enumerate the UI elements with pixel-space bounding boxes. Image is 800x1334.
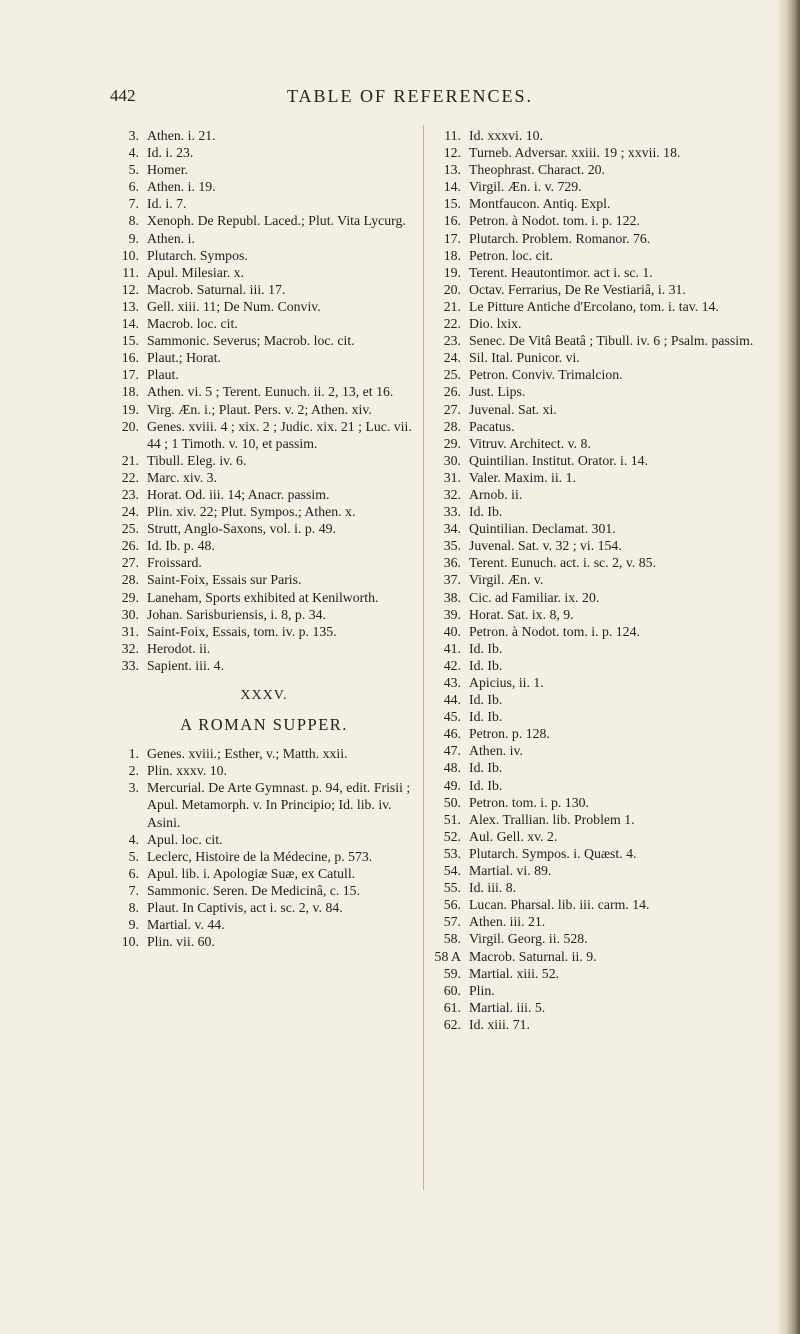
- reference-text: Le Pitture Antiche d'Ercolano, tom. i. tav. 14.: [469, 298, 719, 314]
- reference-number: 33.: [443, 504, 461, 520]
- reference-number: 37.: [443, 572, 461, 588]
- reference-text: Martial. iii. 5.: [469, 999, 546, 1015]
- reference-number: 16.: [443, 213, 461, 229]
- reference-number: 17.: [121, 367, 139, 383]
- reference-number: 22.: [121, 469, 139, 485]
- reference-number: 53.: [443, 845, 461, 861]
- reference-text: Apul. Milesiar. x.: [147, 264, 244, 280]
- reference-text: Saint-Foix, Essais, tom. iv. p. 135.: [147, 623, 337, 639]
- reference-number: 29.: [443, 435, 461, 451]
- reference-entry: [114, 503, 414, 520]
- reference-text: Juvenal. Sat. v. 32 ; vi. 154.: [469, 538, 622, 554]
- reference-entry: [431, 759, 766, 776]
- reference-number: 42.: [443, 657, 461, 673]
- reference-number: 52.: [443, 828, 461, 844]
- reference-text: Plaut.: [147, 367, 179, 383]
- reference-text: Sammonic. Seren. De Medicinâ, c. 15.: [147, 882, 361, 898]
- reference-text: Petron. à Nodot. tom. i. p. 124.: [469, 623, 640, 639]
- reference-entry: [431, 281, 766, 298]
- reference-text: Petron. tom. i. p. 130.: [469, 794, 589, 810]
- reference-text: Id. iii. 8.: [469, 880, 517, 896]
- reference-entry: [114, 349, 414, 366]
- reference-text: Terent. Eunuch. act. i. sc. 2, v. 85.: [469, 555, 657, 571]
- reference-entry: [114, 606, 414, 623]
- reference-text: Saint-Foix, Essais sur Paris.: [147, 572, 302, 588]
- reference-entry: [431, 999, 766, 1016]
- reference-text: Martial. vi. 89.: [469, 863, 552, 879]
- reference-entry: [431, 1016, 766, 1033]
- reference-number: 46.: [443, 726, 461, 742]
- reference-entry: [114, 623, 414, 640]
- reference-text: Sammonic. Severus; Macrob. loc. cit.: [147, 333, 355, 349]
- reference-number: 19.: [443, 264, 461, 280]
- reference-text: Plutarch. Problem. Romanor. 76.: [469, 230, 651, 246]
- reference-text: Plin. xxxv. 10.: [147, 763, 227, 779]
- reference-text: Id. Ib.: [469, 640, 503, 656]
- reference-number: 18.: [121, 384, 139, 400]
- reference-text: Athen. i. 19.: [147, 179, 216, 195]
- reference-number: 21.: [121, 452, 139, 468]
- reference-text: Athen. iv.: [469, 743, 523, 759]
- reference-number: 58 A: [434, 948, 461, 964]
- reference-text: Octav. Ferrarius, De Re Vestiariâ, i. 31.: [469, 281, 686, 297]
- reference-entry: [431, 913, 766, 930]
- reference-entry: [431, 794, 766, 811]
- reference-number: 3.: [128, 128, 139, 143]
- reference-number: 47.: [443, 743, 461, 759]
- reference-number: 9.: [128, 917, 139, 933]
- reference-text: Id. Ib.: [469, 504, 503, 520]
- reference-text: Strutt, Anglo-Saxons, vol. i. p. 49.: [147, 521, 336, 537]
- reference-number: 22.: [443, 316, 461, 332]
- reference-entry: [114, 178, 414, 195]
- reference-text: Id. Ib.: [469, 709, 503, 725]
- reference-number: 29.: [121, 589, 139, 605]
- section-title: A ROMAN SUPPER.: [180, 715, 348, 735]
- reference-text: Aul. Gell. xv. 2.: [469, 828, 558, 844]
- reference-entry: [431, 298, 766, 315]
- reference-text: Plin. xiv. 22; Plut. Sympos.; Athen. x.: [147, 504, 356, 520]
- reference-text: Horat. Od. iii. 14; Anacr. passim.: [147, 486, 330, 502]
- reference-text: Terent. Heautontimor. act i. sc. 1.: [469, 264, 653, 280]
- reference-text: Lucan. Pharsal. lib. iii. carm. 14.: [469, 897, 650, 913]
- reference-entry: [431, 315, 766, 332]
- reference-entry: [114, 195, 414, 212]
- reference-number: 5.: [128, 162, 139, 178]
- reference-text: Genes. xviii. 4 ; xix. 2 ; Judic. xix. 21 ; Luc. vii. 44 ; 1 Timoth. v. 10, et passim.: [147, 418, 412, 451]
- reference-entry: [431, 127, 766, 144]
- reference-number: 61.: [443, 999, 461, 1015]
- reference-entry: [114, 264, 414, 281]
- reference-entry: [114, 831, 414, 848]
- reference-entry: [431, 811, 766, 828]
- reference-entry: [431, 178, 766, 195]
- reference-text: Id. Ib.: [469, 657, 503, 673]
- reference-entry: [431, 144, 766, 161]
- reference-number: 51.: [443, 811, 461, 827]
- reference-entry: [114, 298, 414, 315]
- reference-text: Vitruv. Architect. v. 8.: [469, 435, 591, 451]
- reference-list-right: [431, 127, 766, 1033]
- reference-number: 31.: [443, 469, 461, 485]
- reference-entry: [431, 264, 766, 281]
- reference-entry: [114, 520, 414, 537]
- reference-entry: [431, 982, 766, 999]
- reference-entry: [431, 845, 766, 862]
- reference-entry: [431, 896, 766, 913]
- reference-text: Xenoph. De Republ. Laced.; Plut. Vita Lycurg.: [147, 213, 406, 229]
- reference-number: 13.: [443, 162, 461, 178]
- reference-text: Cic. ad Familiar. ix. 20.: [469, 589, 600, 605]
- reference-text: Id. Ib. p. 48.: [147, 538, 215, 554]
- reference-entry: [431, 606, 766, 623]
- reference-number: 30.: [443, 452, 461, 468]
- page-header: [110, 86, 710, 110]
- reference-number: 6.: [128, 865, 139, 881]
- reference-text: Johan. Sarisburiensis, i. 8, p. 34.: [147, 606, 326, 622]
- reference-text: Athen. i.: [147, 230, 195, 246]
- reference-number: 14.: [121, 316, 139, 332]
- reference-text: Senec. De Vitâ Beatâ ; Tibull. iv. 6 ; Psalm. passim.: [469, 333, 754, 349]
- reference-text: Quintilian. Institut. Orator. i. 14.: [469, 452, 648, 468]
- reference-number: 55.: [443, 880, 461, 896]
- reference-text: Alex. Trallian. lib. Problem 1.: [469, 811, 635, 827]
- reference-text: Virgil. Æn. v.: [469, 572, 544, 588]
- reference-text: Marc. xiv. 3.: [147, 469, 217, 485]
- reference-number: 20.: [121, 418, 139, 434]
- reference-entry: [431, 195, 766, 212]
- reference-text: Sil. Ital. Punicor. vi.: [469, 350, 580, 366]
- reference-text: Froissard.: [147, 555, 202, 571]
- reference-text: Petron. Conviv. Trimalcion.: [469, 367, 623, 383]
- reference-entry: [431, 161, 766, 178]
- reference-number: 14.: [443, 179, 461, 195]
- reference-number: 3.: [128, 780, 139, 796]
- reference-number: 27.: [443, 401, 461, 417]
- reference-text: Plaut.; Horat.: [147, 350, 221, 366]
- reference-number: 24.: [443, 350, 461, 366]
- reference-entry: [431, 691, 766, 708]
- reference-text: Id. xxxvi. 10.: [469, 128, 543, 143]
- reference-entry: [114, 212, 414, 229]
- reference-number: 58.: [443, 931, 461, 947]
- reference-text: Id. i. 7.: [147, 196, 187, 212]
- reference-number: 24.: [121, 504, 139, 520]
- reference-entry: [431, 469, 766, 486]
- reference-number: 26.: [121, 538, 139, 554]
- reference-number: 4.: [128, 831, 139, 847]
- reference-number: 50.: [443, 794, 461, 810]
- reference-entry: [114, 315, 414, 332]
- reference-number: 15.: [443, 196, 461, 212]
- reference-text: Sapient. iii. 4.: [147, 657, 225, 673]
- reference-entry: [431, 452, 766, 469]
- reference-entry: [431, 435, 766, 452]
- reference-entry: [114, 899, 414, 916]
- reference-entry: [431, 418, 766, 435]
- reference-text: Id. Ib.: [469, 760, 503, 776]
- reference-entry: [114, 332, 414, 349]
- reference-text: Martial. xiii. 52.: [469, 965, 560, 981]
- reference-number: 41.: [443, 640, 461, 656]
- reference-text: Just. Lips.: [469, 384, 526, 400]
- reference-entry: [114, 161, 414, 178]
- reference-text: Montfaucon. Antiq. Expl.: [469, 196, 611, 212]
- reference-number: 36.: [443, 555, 461, 571]
- reference-text: Plaut. In Captivis, act i. sc. 2, v. 84.: [147, 900, 343, 916]
- reference-entry: [431, 708, 766, 725]
- reference-text: Quintilian. Declamat. 301.: [469, 521, 616, 537]
- running-title: TABLE OF REFERENCES.: [286, 86, 534, 106]
- reference-number: 43.: [443, 675, 461, 690]
- reference-entry: [431, 948, 766, 965]
- reference-number: 33.: [121, 657, 139, 673]
- reference-text: Macrob. loc. cit.: [147, 316, 238, 332]
- reference-number: 6.: [128, 179, 139, 195]
- reference-number: 11.: [122, 264, 139, 280]
- reference-text: Macrob. Saturnal. iii. 17.: [147, 281, 286, 297]
- reference-number: 23.: [121, 486, 139, 502]
- reference-entry: [114, 230, 414, 247]
- reference-number: 34.: [443, 521, 461, 537]
- reference-number: 32.: [121, 640, 139, 656]
- reference-number: 38.: [443, 589, 461, 605]
- reference-number: 17.: [443, 230, 461, 246]
- reference-text: Genes. xviii.; Esther, v.; Matth. xxii.: [147, 746, 348, 762]
- column-divider: [423, 125, 424, 1190]
- reference-text: Plin. vii. 60.: [147, 934, 215, 950]
- reference-entry: [114, 452, 414, 469]
- reference-number: 21.: [443, 298, 461, 314]
- reference-text: Valer. Maxim. ii. 1.: [469, 469, 576, 485]
- reference-entry: [431, 537, 766, 554]
- reference-entry: [114, 366, 414, 383]
- reference-number: 28.: [443, 418, 461, 434]
- reference-text: Apul. lib. i. Apologiæ Suæ, ex Catull.: [147, 865, 356, 881]
- reference-text: Id. Ib.: [469, 777, 503, 793]
- reference-entry: [431, 247, 766, 264]
- reference-number: 19.: [121, 401, 139, 417]
- reference-text: Plin.: [469, 982, 495, 998]
- reference-number: 12.: [121, 281, 139, 297]
- reference-number: 49.: [443, 777, 461, 793]
- reference-entry: [431, 623, 766, 640]
- reference-text: Plutarch. Sympos.: [147, 247, 248, 263]
- reference-number: 20.: [443, 281, 461, 297]
- reference-number: 56.: [443, 897, 461, 913]
- reference-number: 57.: [443, 914, 461, 930]
- reference-text: Petron. à Nodot. tom. i. p. 122.: [469, 213, 640, 229]
- reference-text: Athen. iii. 21.: [469, 914, 546, 930]
- reference-text: Dio. lxix.: [469, 316, 522, 332]
- reference-entry: [114, 571, 414, 588]
- reference-entry: [431, 862, 766, 879]
- reference-number: 25.: [121, 521, 139, 537]
- reference-text: Id. Ib.: [469, 692, 503, 708]
- reference-entry: [114, 554, 414, 571]
- reference-text: Id. i. 23.: [147, 145, 194, 161]
- reference-number: 45.: [443, 709, 461, 725]
- reference-text: Virgil. Æn. i. v. 729.: [469, 179, 582, 195]
- reference-number: 40.: [443, 623, 461, 639]
- reference-entry: [431, 930, 766, 947]
- reference-number: 59.: [443, 965, 461, 981]
- reference-entry: [431, 554, 766, 571]
- reference-number: 48.: [443, 760, 461, 776]
- page-edge-shadow: [778, 0, 800, 1334]
- reference-text: Virgil. Georg. ii. 528.: [469, 931, 588, 947]
- reference-entry: [431, 349, 766, 366]
- reference-number: 27.: [121, 555, 139, 571]
- reference-text: Theophrast. Charact. 20.: [469, 162, 606, 178]
- reference-text: Petron. loc. cit.: [469, 247, 553, 263]
- reference-text: Apul. loc. cit.: [147, 831, 223, 847]
- reference-entry: [114, 247, 414, 264]
- reference-entry: [431, 486, 766, 503]
- reference-entry: [114, 882, 414, 899]
- reference-text: Herodot. ii.: [147, 640, 211, 656]
- reference-entry: [114, 745, 414, 762]
- reference-text: Athen. vi. 5 ; Terent. Eunuch. ii. 2, 13, et 16.: [147, 384, 394, 400]
- reference-entry: [114, 865, 414, 882]
- reference-text: Juvenal. Sat. xi.: [469, 401, 557, 417]
- reference-number: 7.: [128, 196, 139, 212]
- reference-entry: [431, 828, 766, 845]
- reference-text: Horat. Sat. ix. 8, 9.: [469, 606, 574, 622]
- reference-entry: [431, 674, 766, 691]
- reference-entry: [114, 383, 414, 400]
- reference-text: Arnob. ii.: [469, 486, 523, 502]
- reference-entry: [114, 281, 414, 298]
- reference-text: Apicius, ii. 1.: [469, 675, 544, 690]
- reference-number: 10.: [121, 934, 139, 950]
- reference-number: 2.: [128, 763, 139, 779]
- reference-text: Id. xiii. 71.: [469, 1016, 530, 1032]
- reference-number: 23.: [443, 333, 461, 349]
- reference-text: Macrob. Saturnal. ii. 9.: [469, 948, 597, 964]
- reference-entry: [114, 589, 414, 606]
- reference-entry: [431, 657, 766, 674]
- reference-entry: [431, 742, 766, 759]
- reference-entry: [431, 879, 766, 896]
- reference-text: Virg. Æn. i.; Plaut. Pers. v. 2; Athen. xiv.: [147, 401, 372, 417]
- reference-entry: [114, 469, 414, 486]
- reference-entry: [114, 762, 414, 779]
- reference-number: 12.: [443, 145, 461, 161]
- reference-entry: [431, 332, 766, 349]
- reference-entry: [431, 589, 766, 606]
- reference-text: Gell. xiii. 11; De Num. Conviv.: [147, 298, 321, 314]
- reference-text: Leclerc, Histoire de la Médecine, p. 573.: [147, 848, 373, 864]
- reference-number: 44.: [443, 692, 461, 708]
- reference-entry: [431, 401, 766, 418]
- reference-text: Martial. v. 44.: [147, 917, 225, 933]
- reference-number: 25.: [443, 367, 461, 383]
- reference-entry: [114, 127, 414, 144]
- reference-entry: [431, 230, 766, 247]
- reference-number: 39.: [443, 606, 461, 622]
- reference-entry: [431, 640, 766, 657]
- reference-list-bottom: [114, 745, 414, 950]
- reference-text: Laneham, Sports exhibited at Kenilworth.: [147, 589, 379, 605]
- reference-number: 10.: [121, 247, 139, 263]
- reference-entry: [114, 916, 414, 933]
- reference-number: 31.: [121, 623, 139, 639]
- reference-number: 18.: [443, 247, 461, 263]
- reference-number: 5.: [128, 848, 139, 864]
- reference-number: 8.: [128, 900, 139, 916]
- reference-text: Pacatus.: [469, 418, 515, 434]
- reference-number: 8.: [128, 213, 139, 229]
- reference-text: Petron. p. 128.: [469, 726, 550, 742]
- reference-text: Homer.: [147, 162, 188, 178]
- reference-entry: [431, 503, 766, 520]
- reference-number: 26.: [443, 384, 461, 400]
- reference-number: 1.: [128, 746, 139, 762]
- reference-entry: [431, 366, 766, 383]
- reference-number: 32.: [443, 486, 461, 502]
- section-number: XXXV.: [240, 688, 288, 703]
- reference-number: 7.: [128, 882, 139, 898]
- reference-entry: [431, 965, 766, 982]
- reference-number: 9.: [128, 230, 139, 246]
- reference-entry: [431, 777, 766, 794]
- reference-entry: [431, 725, 766, 742]
- reference-list-top: [114, 127, 414, 674]
- reference-entry: [114, 144, 414, 161]
- reference-text: Athen. i. 21.: [147, 128, 216, 143]
- reference-number: 15.: [121, 333, 139, 349]
- reference-entry: [114, 933, 414, 950]
- reference-entry: [114, 640, 414, 657]
- reference-entry: [114, 657, 414, 674]
- reference-entry: [114, 779, 414, 830]
- reference-text: Turneb. Adversar. xxiii. 19 ; xxvii. 18.: [469, 145, 681, 161]
- reference-number: 16.: [121, 350, 139, 366]
- reference-entry: [114, 401, 414, 418]
- reference-entry: [431, 212, 766, 229]
- reference-text: Tibull. Eleg. iv. 6.: [147, 452, 247, 468]
- reference-entry: [114, 486, 414, 503]
- reference-number: 54.: [443, 863, 461, 879]
- left-column: [114, 127, 414, 950]
- reference-text: Mercurial. De Arte Gymnast. p. 94, edit. Frisii ; Apul. Metamorph. v. In Principio; Id. lib. iv. Asini.: [147, 780, 411, 830]
- reference-number: 60.: [443, 982, 461, 998]
- page-number: 442: [110, 86, 136, 105]
- reference-number: 28.: [121, 572, 139, 588]
- right-column: [431, 127, 766, 1033]
- reference-number: 62.: [443, 1016, 461, 1032]
- reference-entry: [114, 418, 414, 452]
- reference-entry: [431, 571, 766, 588]
- reference-entry: [114, 537, 414, 554]
- reference-entry: [431, 520, 766, 537]
- reference-number: 30.: [121, 606, 139, 622]
- reference-entry: [431, 383, 766, 400]
- reference-number: 13.: [121, 298, 139, 314]
- reference-text: Plutarch. Sympos. i. Quæst. 4.: [469, 845, 637, 861]
- reference-number: 35.: [443, 538, 461, 554]
- reference-entry: [114, 848, 414, 865]
- reference-number: 4.: [128, 145, 139, 161]
- reference-number: 11.: [444, 128, 461, 143]
